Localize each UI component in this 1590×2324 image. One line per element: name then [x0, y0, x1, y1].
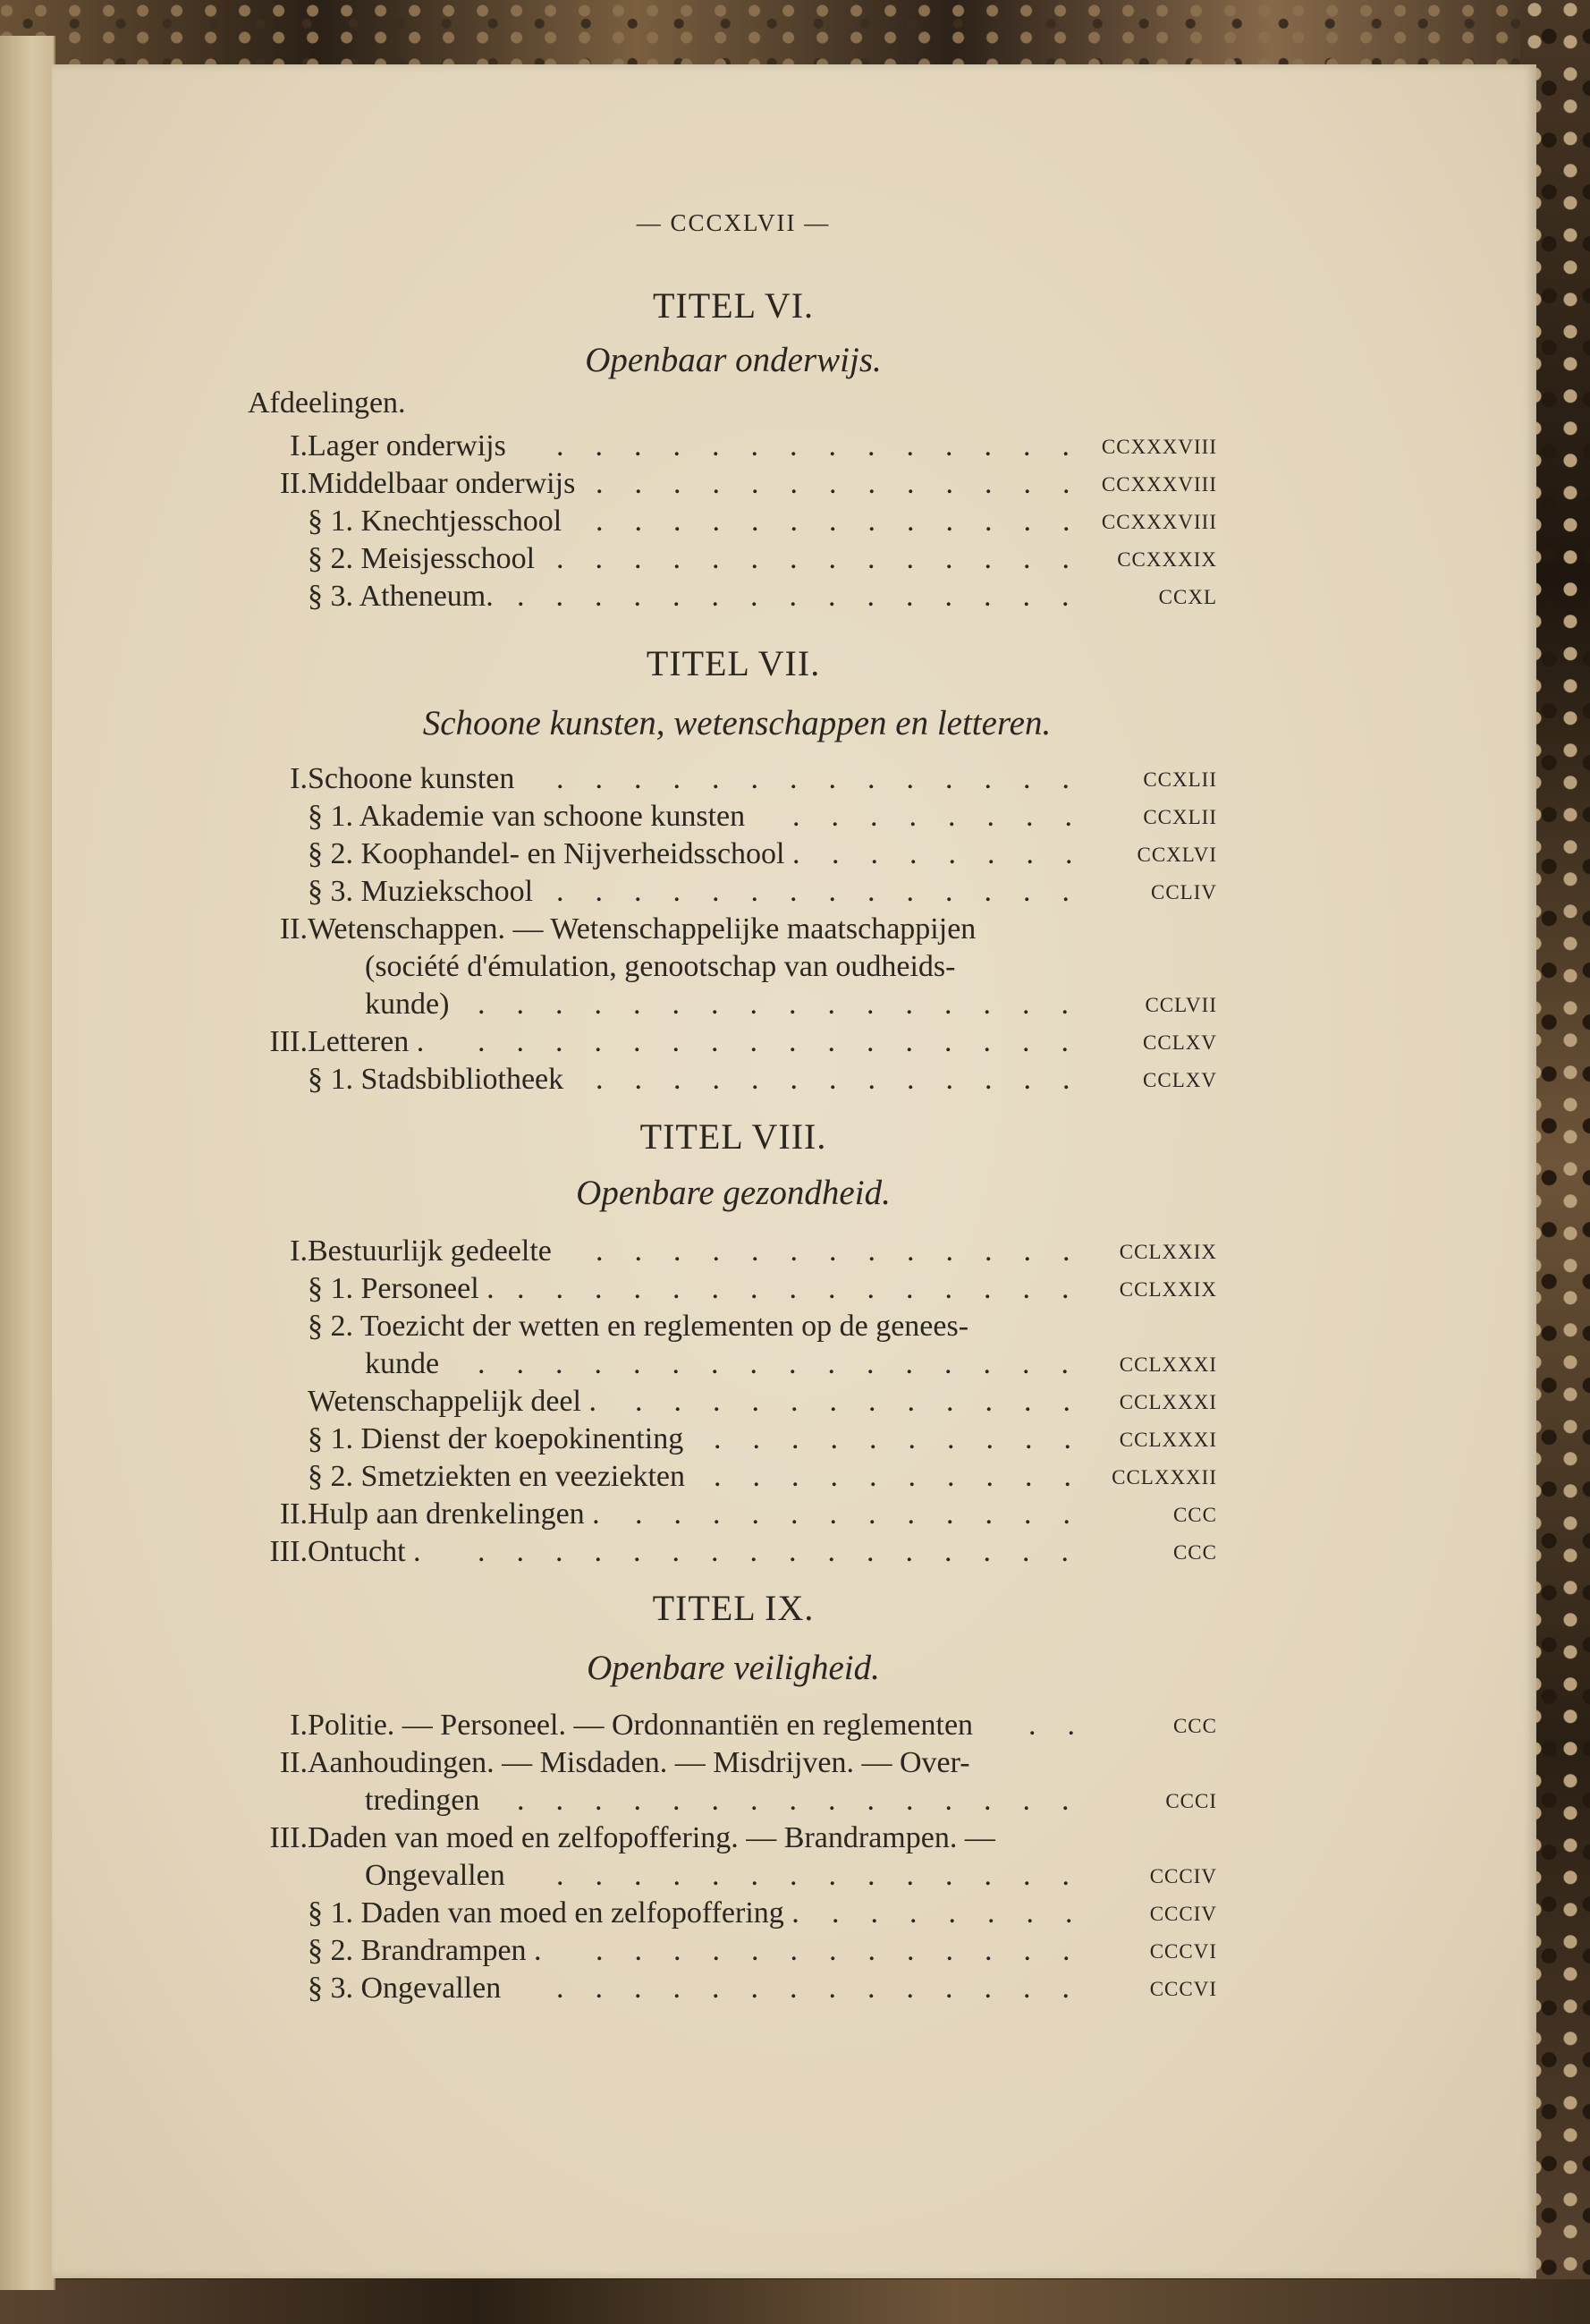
- entry-text: § 3. Ongevallen: [308, 1972, 502, 2005]
- section-subtitle: Openbare veiligheid.: [587, 1649, 880, 1687]
- leader-dots: .............: [596, 505, 1102, 538]
- entry-text: § 3. Atheneum.: [308, 580, 494, 613]
- toc-entry: [0, 1310, 1590, 1347]
- entry-text: Wetenschappelijk deel .: [308, 1385, 596, 1418]
- page-reference: CCXL: [1158, 586, 1217, 608]
- leader-dots: ..........: [714, 1422, 1103, 1455]
- page-reference: CCLXV: [1143, 1069, 1217, 1091]
- leader-dots: ...............: [517, 1784, 1101, 1817]
- leader-dots: ................: [478, 1347, 1100, 1380]
- page-reference: CCXXXVIII: [1101, 473, 1217, 496]
- leader-dots: ........: [792, 800, 1104, 833]
- entry-text: § 1. Personeel .: [308, 1272, 495, 1305]
- entry-text: kunde: [365, 1347, 440, 1380]
- entry-number: I.: [290, 762, 308, 795]
- section-subtitle: Openbaar onderwijs.: [585, 341, 882, 379]
- entry-number: II.: [279, 1497, 308, 1531]
- leader-dots: ...............: [517, 580, 1101, 613]
- entry-text: § 2. Toezicht der wetten en reglementen op de genees-: [308, 1310, 969, 1343]
- page-reference: CCLXXXI: [1119, 1353, 1217, 1376]
- leader-dots: .............: [596, 467, 1102, 500]
- leader-dots: ................: [478, 1535, 1100, 1568]
- page-reference: CCC: [1172, 1715, 1217, 1737]
- toc-entry: [0, 1347, 1590, 1385]
- entry-text: § 1. Akademie van schoone kunsten: [308, 800, 746, 833]
- entry-number: I.: [290, 429, 308, 462]
- leader-dots: .......: [832, 837, 1104, 870]
- toc-entry: [0, 1497, 1590, 1535]
- page-reference: CCXXXVIII: [1101, 511, 1217, 533]
- leader-dots: ..............: [556, 1859, 1101, 1892]
- toc-entry: [0, 1063, 1590, 1100]
- entry-number: I.: [290, 1234, 308, 1268]
- toc-entry: [0, 1821, 1590, 1859]
- leader-dots: ...............: [517, 1272, 1101, 1305]
- entry-text: Wetenschappen. — Wetenschappelijke maatschappijen: [308, 912, 977, 946]
- toc-entry: [0, 1535, 1590, 1573]
- page-reference: CCC: [1172, 1504, 1217, 1526]
- toc-entry: [0, 1972, 1590, 2009]
- leader-dots: ............: [635, 1385, 1102, 1418]
- page-reference: CCXLVI: [1137, 844, 1217, 866]
- page-reference: CCCIV: [1149, 1903, 1217, 1925]
- entry-text: § 2. Smetziekten en veeziekten: [308, 1460, 685, 1493]
- toc-entry: [0, 988, 1590, 1025]
- toc-entry: [0, 1709, 1590, 1746]
- toc-entry: [0, 1234, 1590, 1272]
- toc-entry: [0, 1859, 1590, 1896]
- page-reference: CCCIV: [1149, 1865, 1217, 1887]
- toc-entry: [0, 542, 1590, 580]
- section-title: TITEL VII.: [646, 643, 821, 683]
- leader-dots: .......: [832, 1896, 1104, 1930]
- entry-text: § 1. Daden van moed en zelfopoffering .: [308, 1896, 799, 1930]
- page-reference: CCLXXXII: [1112, 1466, 1217, 1489]
- toc-entry: [0, 837, 1590, 875]
- entry-text: Letteren .: [308, 1025, 425, 1058]
- toc-entry: [0, 950, 1590, 988]
- page-reference: CCLIV: [1151, 881, 1217, 903]
- page-reference: CCCVI: [1149, 1940, 1217, 1963]
- afdeelingen-label: Afdeelingen.: [248, 386, 406, 420]
- entry-number: III.: [269, 1821, 308, 1854]
- page-reference: CCXLII: [1143, 806, 1217, 828]
- entry-text: § 3. Muziekschool: [308, 875, 534, 908]
- section-subtitle: Schoone kunsten, wetenschappen en letteren.: [422, 704, 1052, 742]
- page-reference: CCXLII: [1143, 768, 1217, 791]
- entry-number: II.: [279, 467, 308, 500]
- toc-entry: [0, 580, 1590, 617]
- entry-text: (société d'émulation, genootschap van oudheids-: [365, 950, 956, 983]
- page-reference: CCCI: [1165, 1790, 1217, 1812]
- leader-dots: .............: [596, 1234, 1102, 1268]
- section-subtitle: Openbare gezondheid.: [576, 1174, 891, 1212]
- entry-text: § 2. Koophandel- en Nijverheidsschool .: [308, 837, 800, 870]
- leader-dots: ................: [478, 988, 1100, 1021]
- page-reference: CCLXXIX: [1119, 1241, 1217, 1263]
- entry-text: § 2. Brandrampen .: [308, 1934, 542, 1967]
- leader-dots: ..............: [556, 875, 1101, 908]
- toc-entry: [0, 467, 1590, 505]
- toc-entry: [0, 505, 1590, 542]
- page-reference: CCLXXIX: [1119, 1278, 1217, 1301]
- leader-dots: ............: [635, 1497, 1102, 1531]
- leader-dots: ..............: [556, 429, 1101, 462]
- entry-text: Schoone kunsten: [308, 762, 515, 795]
- entry-text: Daden van moed en zelfopoffering. — Brandrampen. —: [308, 1821, 995, 1854]
- entry-text: Ontucht .: [308, 1535, 421, 1568]
- toc-entry: [0, 1896, 1590, 1934]
- entry-number: II.: [279, 912, 308, 946]
- leader-dots: ..............: [556, 542, 1101, 575]
- page-reference: CCLVII: [1145, 994, 1217, 1016]
- entry-number: II.: [279, 1746, 308, 1779]
- entry-number: III.: [269, 1535, 308, 1568]
- toc-entry: [0, 875, 1590, 912]
- toc-entry: [0, 1272, 1590, 1310]
- page-reference: CCC: [1172, 1541, 1217, 1564]
- entry-text: § 1. Stadsbibliotheek: [308, 1063, 564, 1096]
- page-reference: CCLXV: [1143, 1031, 1217, 1054]
- entry-text: kunde): [365, 988, 450, 1021]
- entry-text: Middelbaar onderwijs: [308, 467, 576, 500]
- toc-entry: [0, 762, 1590, 800]
- page-reference: CCXXXIX: [1117, 548, 1217, 571]
- toc-entry: [0, 800, 1590, 837]
- entry-number: III.: [269, 1025, 308, 1058]
- entry-text: § 2. Meisjesschool: [308, 542, 536, 575]
- leader-dots: ..............: [556, 762, 1101, 795]
- entry-text: tredingen: [365, 1784, 480, 1817]
- page-reference: CCLXXXI: [1119, 1391, 1217, 1413]
- toc-entry: [0, 1746, 1590, 1784]
- toc-entry: [0, 1422, 1590, 1460]
- page-reference: CCLXXXI: [1119, 1429, 1217, 1451]
- entry-text: Aanhoudingen. — Misdaden. — Misdrijven. — Over-: [308, 1746, 970, 1779]
- page-reference: CCCVI: [1149, 1978, 1217, 2000]
- toc-entry: [0, 429, 1590, 467]
- section-title: TITEL VI.: [652, 285, 815, 326]
- leader-dots: ..........: [714, 1460, 1103, 1493]
- entry-text: § 1. Dienst der koepokinenting: [308, 1422, 684, 1455]
- toc-entry: [0, 1385, 1590, 1422]
- leader-dots: ................: [478, 1025, 1100, 1058]
- entry-text: Politie. — Personeel. — Ordonnantiën en reglementen: [308, 1709, 974, 1742]
- entry-text: § 1. Knechtjesschool: [308, 505, 562, 538]
- toc-entry: [0, 912, 1590, 950]
- section-title: TITEL IX.: [652, 1588, 815, 1628]
- toc-entry: [0, 1460, 1590, 1497]
- leader-dots: .............: [596, 1934, 1102, 1967]
- toc-entry: [0, 1784, 1590, 1821]
- toc-entry: [0, 1934, 1590, 1972]
- entry-text: Ongevallen: [365, 1859, 505, 1892]
- page-header: — CCCXLVII —: [636, 209, 831, 236]
- entry-number: I.: [290, 1709, 308, 1742]
- section-title: TITEL VIII.: [639, 1116, 827, 1157]
- toc-entry: [0, 1025, 1590, 1063]
- leader-dots: ..............: [556, 1972, 1101, 2005]
- page-reference: CCXXXVIII: [1101, 436, 1217, 458]
- entry-text: Lager onderwijs: [308, 429, 506, 462]
- entry-text: Bestuurlijk gedeelte: [308, 1234, 552, 1268]
- leader-dots: ..: [1028, 1709, 1106, 1742]
- entry-text: Hulp aan drenkelingen .: [308, 1497, 600, 1531]
- leader-dots: .............: [596, 1063, 1102, 1096]
